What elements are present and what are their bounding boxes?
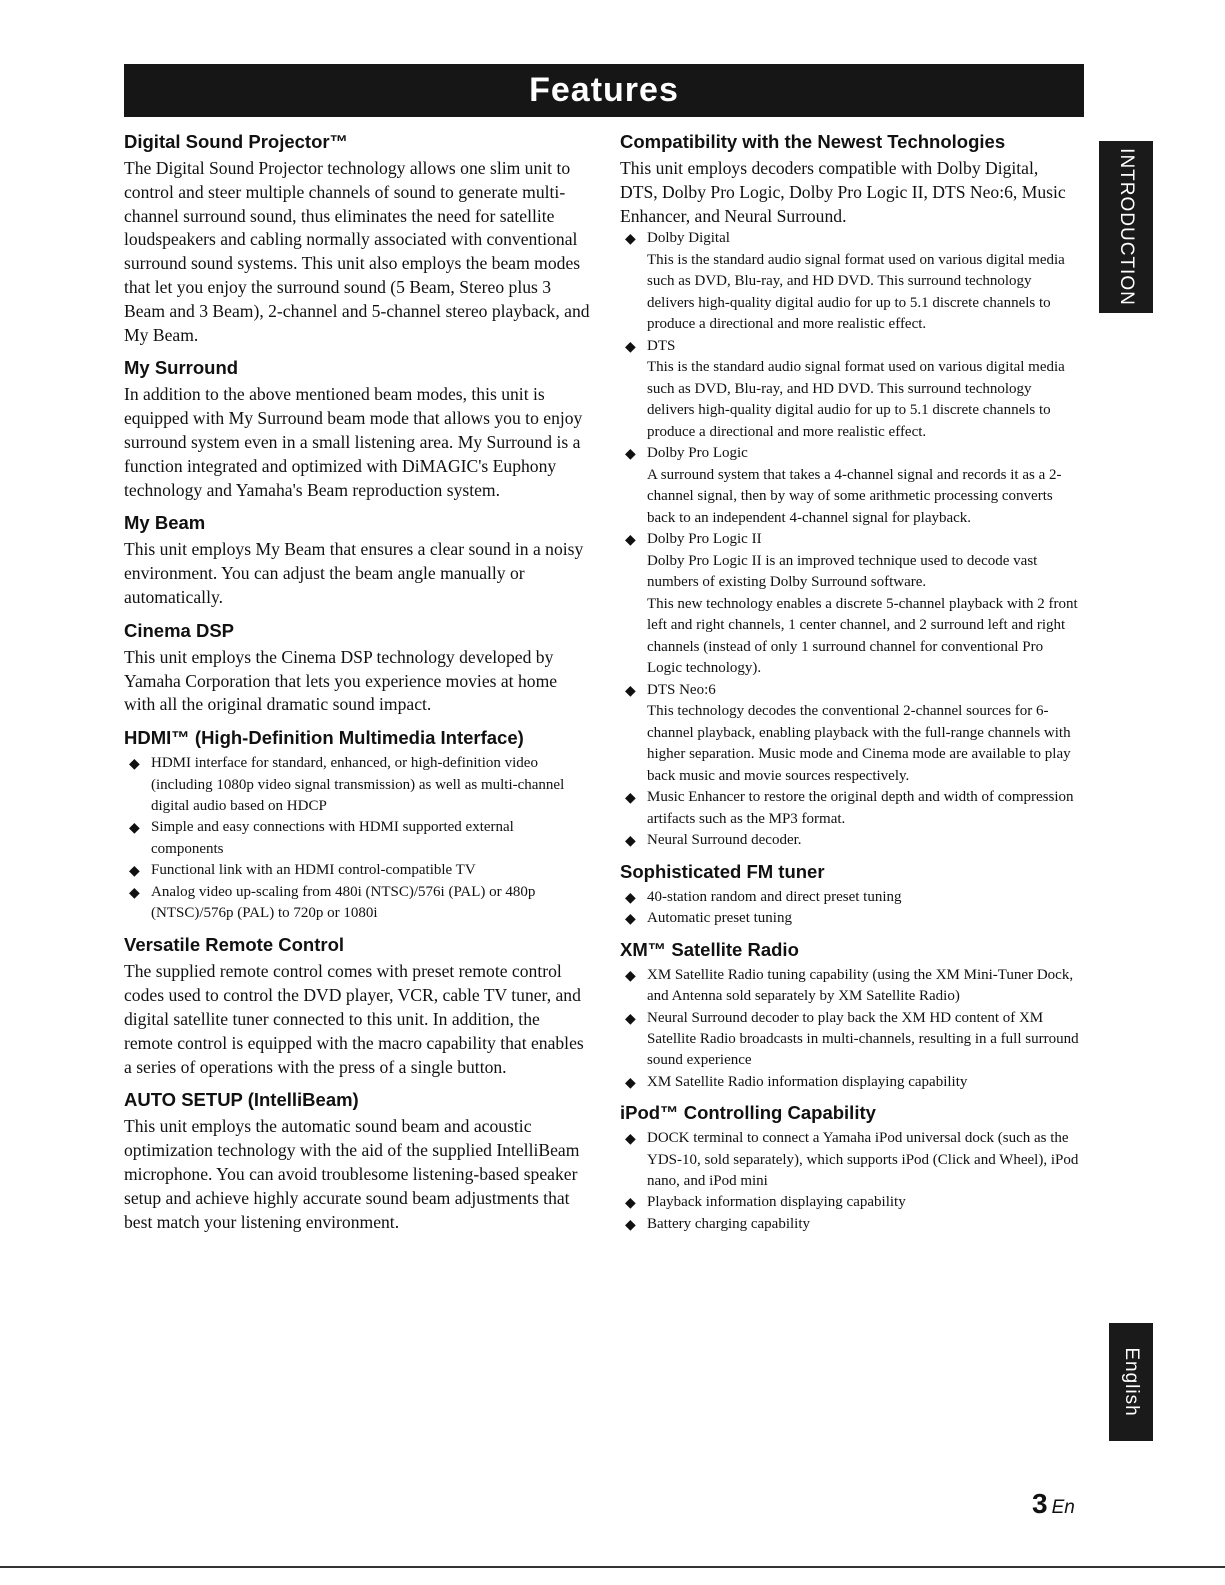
side-tab-english (1109, 1323, 1153, 1441)
list-item (620, 228, 1080, 336)
side-tab-introduction (1099, 141, 1153, 313)
item-desc: A surround system that takes a 4-channel signal and records it as a 2-channel signal, then by way of some arithmetic processing converts back to an independent 4-channel signal for playback. (647, 466, 1062, 526)
section-fm-tuner (620, 860, 1080, 930)
section-digital-sound-projector (124, 130, 590, 347)
diamond-bullet-icon: ◆ (625, 533, 636, 549)
list-item-text: XM Satellite Radio information displaying capability (647, 1073, 968, 1090)
list-item-text: DOCK terminal to connect a Yamaha iPod universal dock (such as the YDS-10, sold separately), which supports iPod (Click and Wheel), iPod nano, and iPod mini (647, 1130, 1079, 1189)
list-item-text: Functional link with an HDMI control-compatible TV (151, 862, 476, 879)
item-title: DTS (647, 337, 676, 354)
item-title: DTS Neo:6 (647, 681, 716, 698)
section-xm-radio (620, 938, 1080, 1093)
list-item (620, 336, 1080, 444)
list-item-text: XM Satellite Radio tuning capability (using the XM Mini-Tuner Dock, and Antenna sold separately by XM Satellite Radio) (647, 966, 1074, 1005)
side-tab-english-label: English (1121, 1347, 1142, 1417)
section-compatibility (620, 130, 1080, 852)
diamond-bullet-icon: ◆ (129, 885, 140, 901)
list-item (124, 817, 590, 860)
list-item (620, 830, 1080, 852)
section-heading: Versatile Remote Control (124, 934, 345, 956)
section-my-surround (124, 356, 590, 502)
diamond-bullet-icon: ◆ (625, 232, 636, 248)
list-item-text: Simple and easy connections with HDMI supported external components (151, 819, 514, 857)
section-heading: iPod™ Controlling Capability (620, 1102, 876, 1124)
diamond-bullet-icon: ◆ (625, 1075, 636, 1091)
section-heading: HDMI™ (High-Definition Multimedia Interface) (124, 727, 524, 749)
section-intro: This unit employs decoders compatible with Dolby Digital, DTS, Dolby Pro Logic, Dolby Pro Logic II, DTS Neo:6, Music Enhancer, and Neural Surround. (620, 158, 1066, 226)
section-heading: XM™ Satellite Radio (620, 938, 799, 960)
diamond-bullet-icon: ◆ (625, 339, 636, 355)
list-item-text: Battery charging capability (647, 1215, 811, 1232)
diamond-bullet-icon: ◆ (625, 1217, 636, 1233)
section-heading: My Beam (124, 512, 206, 534)
item-title: Dolby Pro Logic (647, 445, 748, 462)
section-heading: AUTO SETUP (IntelliBeam) (124, 1089, 359, 1111)
section-text: This unit employs My Beam that ensures a clear sound in a noisy environment. You can adjust the beam angle manually or automatically. (124, 539, 584, 607)
section-text: This unit employs the Cinema DSP technology developed by Yamaha Corporation that lets you experience movies at home with all the original dramatic sound impact. (124, 646, 558, 715)
page-bottom-divider (0, 1566, 1225, 1568)
diamond-bullet-icon: ◆ (625, 1132, 636, 1148)
list-item (620, 680, 1080, 788)
list-item-text: 40-station random and direct preset tuning (647, 888, 902, 905)
list-item (620, 787, 1080, 830)
section-text: In addition to the above mentioned beam modes, this unit is equipped with My Surround beam mode that allows you to enjoy surround system even in a small listening area. My Surround is a function integrated and optimized with DiMAGIC's Euphony technology and Yamaha's Beam reproduction system. (124, 384, 583, 500)
section-text: The Digital Sound Projector technology allows one slim unit to control and steer multiple channels of sound to generate multi-channel surround sound, thus eliminates the need for satellite loudspeakers and cabling normally associated with conventional surround sound systems. This unit also employs the beam modes that let you enjoy the surround sound (5 Beam, Stereo plus 3 Beam and 3 Beam), 2-channel and 5-channel stereo playback, and My Beam. (124, 158, 590, 345)
diamond-bullet-icon: ◆ (625, 890, 636, 906)
item-desc: This is the standard audio signal format used on various digital media such as DVD, Blu-ray, and HD DVD. This surround technology delivers high-quality digital audio for up to 5.1 discrete channels to produce a directional and more realistic effect. (647, 359, 1065, 440)
item-desc: Dolby Pro Logic II is an improved technique used to decode vast numbers of existing Dolby Surround software. (647, 552, 1038, 591)
list-item-text: HDMI interface for standard, enhanced, or high-definition video (including 1080p video signal transmission) as well as multi-channel digital audio based on HDCP (151, 755, 565, 814)
list-item (620, 1214, 1080, 1235)
item-desc: This new technology enables a discrete 5-channel playback with 2 front left and right channels, 1 center channel, and 2 surround left and right channels (instead of only 1 surround channel for conventional Pro Logic technology). (647, 595, 1078, 677)
item-desc: This is the standard audio signal format used on various digital media such as DVD, Blu-ray, and HD DVD. This surround technology delivers high-quality digital audio for up to 5.1 discrete channels to produce a directional and more realistic effect. (647, 251, 1065, 333)
section-text: The supplied remote control comes with preset remote control codes used to control the DVD player, VCR, cable TV tuner, and digital satellite tuner connected to this unit. In addition, the remote control is equipped with the macro capability that enables a series of operations with the press of a single button. (124, 961, 584, 1077)
diamond-bullet-icon: ◆ (625, 1011, 636, 1027)
section-heading: Compatibility with the Newest Technologies (620, 131, 1006, 152)
section-heading: Sophisticated FM tuner (620, 860, 825, 882)
item-title: Neural Surround decoder. (647, 832, 802, 849)
list-item-text: Neural Surround decoder to play back the XM HD content of XM Satellite Radio broadcasts in multi-channels, resulting in a full surround sound experience (647, 1009, 1079, 1069)
section-cinema-dsp (124, 619, 590, 717)
item-desc: This technology decodes the conventional 2-channel sources for 6-channel playback, enabling playback with the full-range channels with higher separation. Music mode and Cinema mode are available to play back music and movie sources respectively. (647, 703, 1071, 784)
list-item (620, 908, 1080, 929)
diamond-bullet-icon: ◆ (625, 1196, 636, 1212)
item-title: Music Enhancer to restore the original depth and width of compression artifacts such as the MP3 format. (647, 789, 1074, 827)
section-auto-setup (124, 1088, 590, 1234)
list-item-text: Automatic preset tuning (647, 910, 792, 927)
list-item (620, 1128, 1080, 1192)
page-title-banner: Features (124, 64, 1084, 117)
page-number (1032, 1488, 1075, 1520)
diamond-bullet-icon: ◆ (129, 864, 140, 880)
list-item (620, 887, 1080, 908)
diamond-bullet-icon: ◆ (129, 757, 140, 773)
diamond-bullet-icon: ◆ (625, 791, 636, 807)
item-title: Dolby Digital (647, 230, 730, 247)
list-item (620, 1192, 1080, 1213)
page-language: En (1051, 1497, 1075, 1518)
section-hdmi (124, 726, 590, 924)
list-item-text: Playback information displaying capability (647, 1194, 906, 1211)
page-number-value: 3 (1032, 1488, 1048, 1519)
section-my-beam (124, 511, 590, 609)
list-item (620, 443, 1080, 529)
list-item (124, 882, 590, 925)
section-heading: Cinema DSP (124, 619, 235, 641)
diamond-bullet-icon: ◆ (625, 447, 636, 463)
diamond-bullet-icon: ◆ (625, 683, 636, 699)
right-column (620, 130, 1080, 1243)
list-item (620, 1072, 1080, 1093)
list-item (620, 529, 1080, 680)
list-item-text: Analog video up-scaling from 480i (NTSC)/576i (PAL) or 480p (NTSC)/576p (PAL) to 720p or 1080i (151, 883, 536, 921)
side-tab-introduction-label: INTRODUCTION (1116, 148, 1137, 306)
left-column (124, 130, 590, 1243)
section-heading: My Surround (124, 357, 239, 379)
list-item (620, 1008, 1080, 1072)
section-text: This unit employs the automatic sound beam and acoustic optimization technology with the aid of the supplied IntelliBeam microphone. You can avoid troublesome listening-based speaker setup and achieve highly accurate sound beam adjustments that best match your listening environment. (124, 1116, 580, 1232)
list-item (124, 860, 590, 881)
list-item (124, 753, 590, 817)
diamond-bullet-icon: ◆ (625, 968, 636, 984)
section-heading: Digital Sound Projector™ (124, 131, 349, 152)
list-item (620, 965, 1080, 1008)
section-ipod (620, 1101, 1080, 1235)
item-title: Dolby Pro Logic II (647, 531, 762, 548)
diamond-bullet-icon: ◆ (625, 834, 636, 850)
diamond-bullet-icon: ◆ (625, 912, 636, 928)
diamond-bullet-icon: ◆ (129, 821, 140, 837)
section-versatile-remote (124, 933, 590, 1079)
